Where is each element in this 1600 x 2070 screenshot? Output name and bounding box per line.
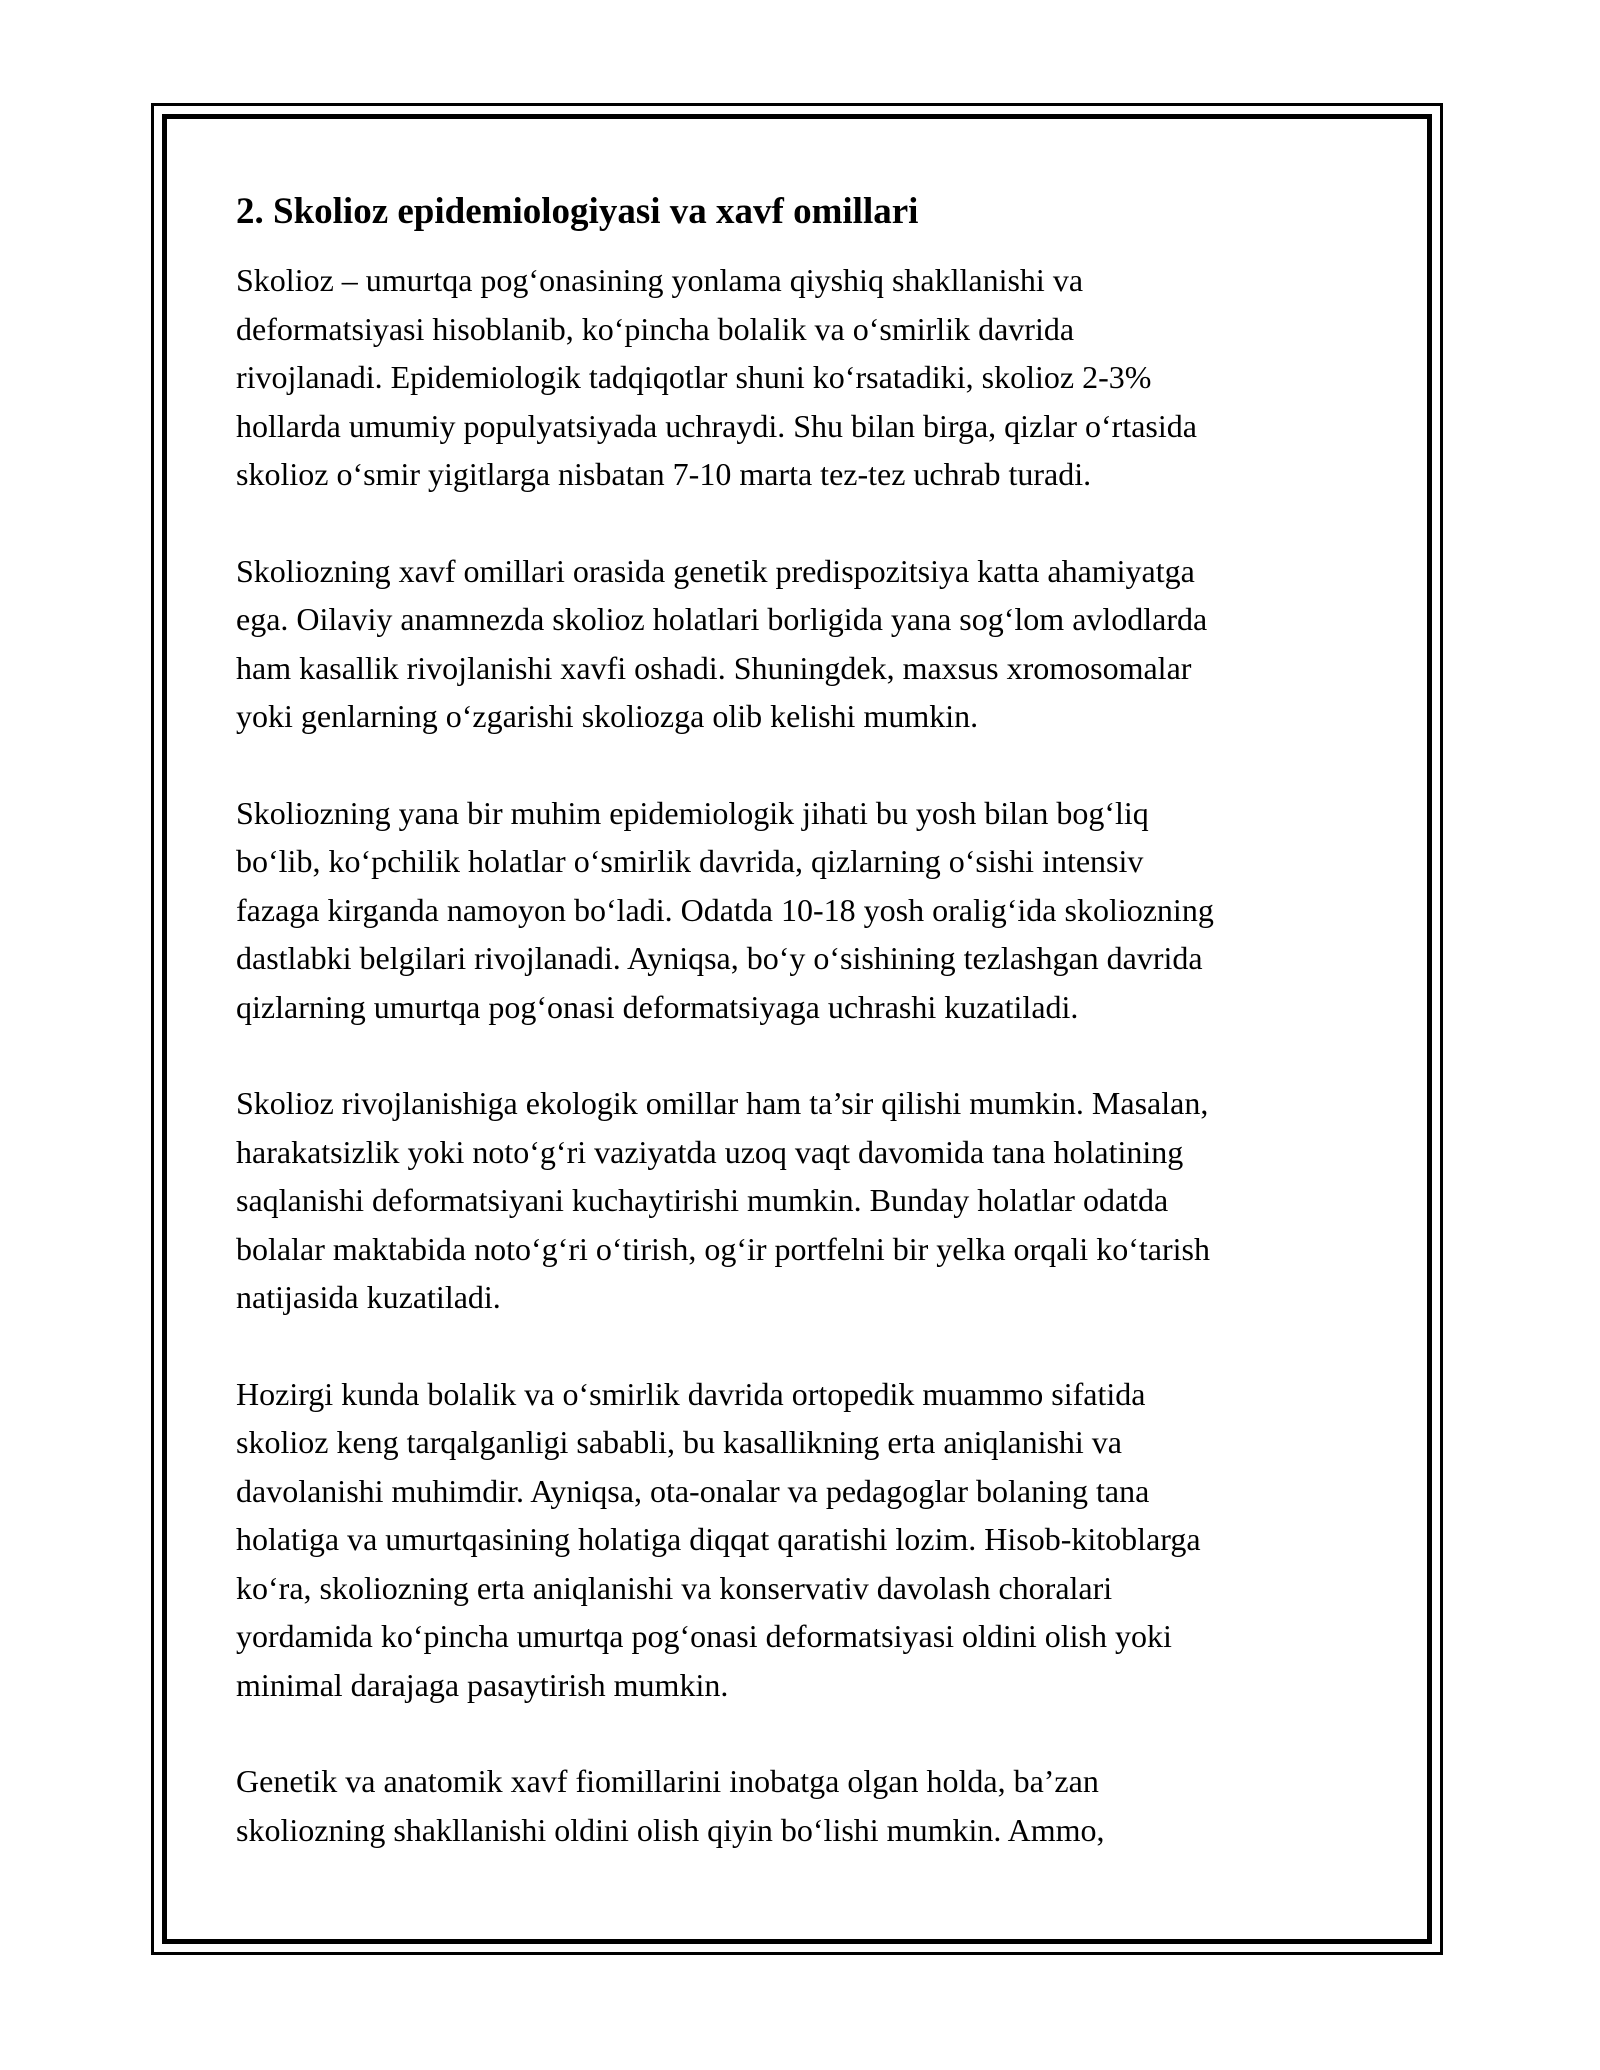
paragraph-prevention: Genetik va anatomik xavf fiomillarini inobatga olgan holda, ba’zan skoliozning shakllanishi oldini olish qiyin bo‘lishi mumkin. Ammo,: [236, 1763, 1105, 1848]
paragraph-genetic-factors: Skoliozning xavf omillari orasida genetik predispozitsiya katta ahamiyatga ega. Oilaviy anamnezda skolioz holatlari borligida yana sog‘lom avlodlarda ham kasallik rivojlanishi xavfi oshadi. Shuningdek, maxsus xromosomalar yoki genlarning o‘zgarishi skoliozga olib kelishi mumkin.: [236, 552, 1208, 734]
document-body: [236, 188, 1366, 1902]
paragraph-age-factors: Skoliozning yana bir muhim epidemiologik jihati bu yosh bilan bog‘liq bo‘lib, ko‘pchilik holatlar o‘smirlik davrida, qizlarning o‘sishi intensiv fazaga kirganda namoyon bo‘ladi. Odatda 10-18 yosh oralig‘ida skoliozning dastlabki belgilari rivojlanadi. Ayniqsa, bo‘y o‘sishining tezlashgan davrida qizlarning umurtqa pog‘onasi deformatsiyaga uchrashi kuzatiladi.: [236, 794, 1214, 1025]
paragraph-prevalence: Skolioz – umurtqa pog‘onasining yonlama qiyshiq shakllanishi va deformatsiyasi hisoblanib, ko‘pincha bolalik va o‘smirlik davrida rivojlanadi. Epidemiologik tadqiqotlar shuni ko‘rsatadiki, skolioz 2-3% hollarda umumiy populyatsiyada uchraydi. Shu bilan birga, qizlar o‘rtasida skolioz o‘smir yigitlarga nisbatan 7-10 marta tez-tez uchrab turadi.: [236, 262, 1197, 492]
paragraph-early-detection: Hozirgi kunda bolalik va o‘smirlik davrida ortopedik muammo sifatida skolioz keng tarqalganligi sababli, bu kasallikning erta aniqlanishi va davolanishi muhimdir. Ayniqsa, ota-onalar va pedagoglar bolaning tana holatiga va umurtqasining holatiga diqqat qaratishi lozim. Hisob-kitoblarga ko‘ra, skoliozning erta aniqlanishi va konservativ davolash choralari yordamida ko‘pincha umurtqa pog‘onasi deformatsiyasi oldini olish yoki minimal darajaga pasaytirish mumkin.: [236, 1375, 1201, 1703]
section-heading: 2. Skolioz epidemiologiyasi va xavf omillari: [236, 191, 919, 232]
paragraph-environmental-factors: Skolioz rivojlanishiga ekologik omillar ham ta’sir qilishi mumkin. Masalan, harakatsizlik yoki noto‘g‘ri vaziyatda uzoq vaqt davomida tana holatining saqlanishi deformatsiyani kuchaytirishi mumkin. Bunday holatlar odatda bolalar maktabida noto‘g‘ri o‘tirish, og‘ir portfelni bir yelka orqali ko‘tarish natijasida kuzatiladi.: [236, 1085, 1210, 1315]
